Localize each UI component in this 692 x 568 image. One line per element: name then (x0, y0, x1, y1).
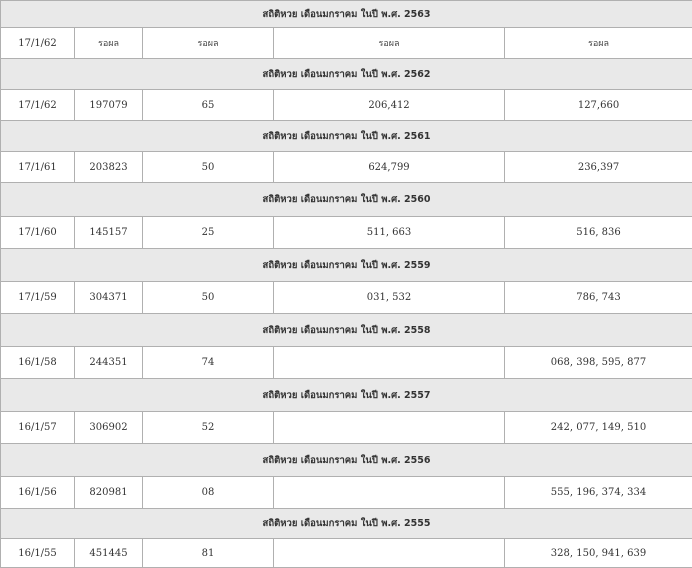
three-digit-back-cell: 236,397 (505, 152, 692, 183)
two-digit-cell: 52 (143, 412, 274, 444)
section-title: สถิติหวย เดือนมกราคม ในปี พ.ศ. 2558 (1, 314, 692, 347)
first-prize-cell: 304371 (75, 282, 143, 314)
three-digit-back-cell: 555, 196, 374, 334 (505, 477, 692, 509)
section-header-row (1, 379, 692, 412)
two-digit-cell: 81 (143, 539, 274, 568)
section-title: สถิติหวย เดือนมกราคม ในปี พ.ศ. 2556 (1, 444, 692, 477)
three-digit-back-cell: รอผล (505, 28, 692, 59)
draw-date-cell: 17/1/59 (1, 282, 75, 314)
draw-date-cell: 17/1/62 (1, 90, 75, 121)
draw-date-cell: 17/1/61 (1, 152, 75, 183)
section-header-row (1, 249, 692, 282)
first-prize-cell: 197079 (75, 90, 143, 121)
three-digit-back-cell: 127,660 (505, 90, 692, 121)
first-prize-cell: 203823 (75, 152, 143, 183)
three-digit-back-cell: 786, 743 (505, 282, 692, 314)
two-digit-cell: 50 (143, 282, 274, 314)
three-digit-front-cell (274, 477, 505, 509)
two-digit-cell: 25 (143, 217, 274, 249)
two-digit-cell: 08 (143, 477, 274, 509)
table-row (1, 217, 692, 249)
three-digit-front-cell: 206,412 (274, 90, 505, 121)
section-header-row (1, 121, 692, 152)
two-digit-cell: 74 (143, 347, 274, 379)
section-title: สถิติหวย เดือนมกราคม ในปี พ.ศ. 2559 (1, 249, 692, 282)
section-header-row (1, 59, 692, 90)
first-prize-cell: 244351 (75, 347, 143, 379)
three-digit-back-cell: 242, 077, 149, 510 (505, 412, 692, 444)
section-title: สถิติหวย เดือนมกราคม ในปี พ.ศ. 2563 (1, 1, 692, 28)
section-header-row (1, 1, 692, 28)
section-header-row (1, 444, 692, 477)
table-row (1, 412, 692, 444)
table-row (1, 152, 692, 183)
three-digit-back-cell: 068, 398, 595, 877 (505, 347, 692, 379)
first-prize-cell: 820981 (75, 477, 143, 509)
section-title: สถิติหวย เดือนมกราคม ในปี พ.ศ. 2557 (1, 379, 692, 412)
first-prize-cell: 451445 (75, 539, 143, 568)
table-row (1, 90, 692, 121)
two-digit-cell: 65 (143, 90, 274, 121)
section-title: สถิติหวย เดือนมกราคม ในปี พ.ศ. 2560 (1, 183, 692, 217)
three-digit-back-cell: 516, 836 (505, 217, 692, 249)
table-row (1, 539, 692, 568)
three-digit-front-cell: รอผล (274, 28, 505, 59)
draw-date-cell: 17/1/60 (1, 217, 75, 249)
three-digit-front-cell (274, 412, 505, 444)
section-header-row (1, 183, 692, 217)
first-prize-cell: 145157 (75, 217, 143, 249)
section-title: สถิติหวย เดือนมกราคม ในปี พ.ศ. 2561 (1, 121, 692, 152)
two-digit-cell: รอผล (143, 28, 274, 59)
section-header-row (1, 314, 692, 347)
three-digit-front-cell (274, 539, 505, 568)
table-row (1, 477, 692, 509)
draw-date-cell: 17/1/62 (1, 28, 75, 59)
first-prize-cell: รอผล (75, 28, 143, 59)
two-digit-cell: 50 (143, 152, 274, 183)
three-digit-front-cell: 031, 532 (274, 282, 505, 314)
draw-date-cell: 16/1/57 (1, 412, 75, 444)
draw-date-cell: 16/1/58 (1, 347, 75, 379)
section-title: สถิติหวย เดือนมกราคม ในปี พ.ศ. 2555 (1, 509, 692, 539)
section-header-row (1, 509, 692, 539)
three-digit-front-cell: 624,799 (274, 152, 505, 183)
three-digit-back-cell: 328, 150, 941, 639 (505, 539, 692, 568)
section-title: สถิติหวย เดือนมกราคม ในปี พ.ศ. 2562 (1, 59, 692, 90)
first-prize-cell: 306902 (75, 412, 143, 444)
three-digit-front-cell (274, 347, 505, 379)
draw-date-cell: 16/1/55 (1, 539, 75, 568)
table-row (1, 347, 692, 379)
table-row (1, 28, 692, 59)
three-digit-front-cell: 511, 663 (274, 217, 505, 249)
table-row (1, 282, 692, 314)
draw-date-cell: 16/1/56 (1, 477, 75, 509)
